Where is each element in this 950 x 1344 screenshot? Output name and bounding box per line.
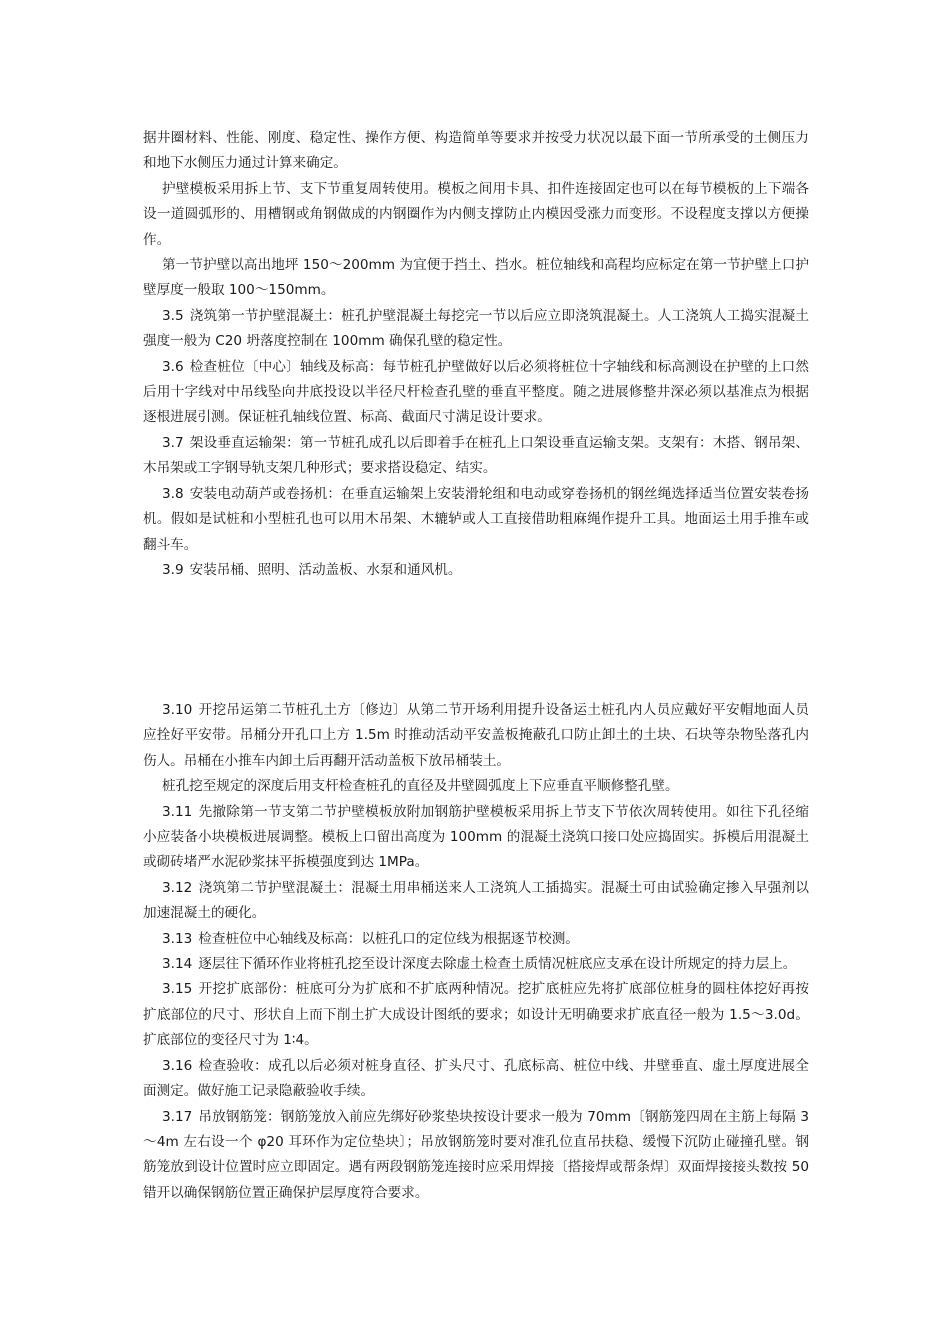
paragraph <box>143 355 809 431</box>
paragraph <box>143 482 809 558</box>
section-number: 3.8 <box>162 485 184 502</box>
paragraph-text: 第一节护壁以高出地坪 150～200mm 为宜便于挡土、挡水。桩位轴线和高程均应标定在第一节护壁上口护壁厚度一般取 100～150mm。 <box>143 257 809 299</box>
paragraph <box>143 698 809 774</box>
paragraph-text: 先撤除第一节支第二节护壁模板放附加钢筋护壁模板采用拆上节支下节依次周转使用。如往下孔径缩小应装备小块模板进展调整。模板上口留出高度为 100mm 的混凝土浇筑口接口处应捣固实。拆模后用混凝土或砌砖堵严水泥砂浆抹平拆模强度到达 1MPa。 <box>143 803 809 871</box>
paragraph <box>143 800 809 876</box>
section-number: 3.9 <box>162 561 184 578</box>
section-number: 3.15 <box>162 981 193 998</box>
paragraph-text: 检查验收：成孔以后必须对桩身直径、扩头尺寸、孔底标高、桩位中线、井壁垂直、虚土厚度进展全面测定。做好施工记录隐蔽验收手续。 <box>143 1057 809 1100</box>
section-number: 3.17 <box>162 1108 193 1125</box>
paragraph-text: 检查桩位中心轴线及标高：以桩孔口的定位线为根据逐节校测。 <box>198 930 579 947</box>
paragraph <box>143 126 809 177</box>
paragraph <box>143 876 809 927</box>
paragraph-text: 安装电动葫芦或卷扬机：在垂直运输架上安装滑轮组和电动或穿卷扬机的钢丝绳选择适当位置安装卷扬机。假如是试桩和小型桩孔也可以用木吊架、木辘轳或人工直接借助粗麻绳作提升工具。地面运土用手推车或翻斗车。 <box>143 485 809 553</box>
document-page <box>143 0 809 1344</box>
paragraph-text: 据井圈材料、性能、刚度、稳定性、操作方便、构造简单等要求并按受力状况以最下面一节所承受的土侧压力和地下水侧压力通过计算来确定。 <box>143 130 809 172</box>
paragraph <box>143 431 809 482</box>
section-number: 3.13 <box>162 930 193 947</box>
text-block-bottom <box>143 698 809 1206</box>
paragraph-text: 吊放钢筋笼：钢筋笼放入前应先绑好砂浆垫块按设计要求一般为 70mm〔钢筋笼四周在主筋上每隔 3～4m 左右设一个 φ20 耳环作为定位垫块〕；吊放钢筋笼时要对准孔位直吊扶稳、缓慢下沉防止碰撞孔壁。钢筋笼放到设计位置时应立即固定。遇有两段钢筋笼连接时应采用焊接〔搭接焊或帮条焊〕双面焊接接头数按 50 错开以确保钢筋位置正确保护层厚度符合要求。 <box>143 1108 809 1201</box>
paragraph <box>143 1105 809 1207</box>
section-number: 3.12 <box>162 879 193 896</box>
paragraph-text: 检查桩位〔中心〕轴线及标高：每节桩孔护壁做好以后必须将桩位十字轴线和标高测设在护壁的上口然后用十字线对中吊线坠向井底投设以半径尺杆检查孔壁的垂直平整度。随之进展修整井深必须以基准点为根据逐根进展引测。保证桩孔轴线位置、标高、截面尺寸满足设计要求。 <box>143 358 809 426</box>
paragraph-text: 逐层往下循环作业将桩孔挖至设计深度去除虚土检查土质情况桩底应支承在设计所规定的持力层上。 <box>198 956 797 973</box>
paragraph <box>143 952 809 977</box>
paragraph <box>143 304 809 355</box>
paragraph-text: 开挖扩底部份：桩底可分为扩底和不扩底两种情况。挖扩底桩应先将扩底部位桩身的圆柱体挖好再按扩底部位的尺寸、形状自上而下削土扩大成设计图纸的要求；如设计无明确要求扩底直径一般为 1.5～3.0d。扩底部位的变径尺寸为 1∶4。 <box>143 981 809 1049</box>
paragraph <box>143 927 809 952</box>
paragraph <box>143 1054 809 1105</box>
paragraph-text: 开挖吊运第二节桩孔土方〔修边〕从第二节开场利用提升设备运土桩孔内人员应戴好平安帽地面人员应拴好平安带。吊桶分开孔口上方 1.5m 时推动活动平安盖板掩蔽孔口防止卸土的土块、石块等杂物坠落孔内伤人。吊桶在小推车内卸土后再翻开活动盖板下放吊桶装土。 <box>143 702 809 769</box>
paragraph-text: 桩孔挖至规定的深度后用支杆检查桩孔的直径及井壁圆弧度上下应垂直平顺修整孔壁。 <box>162 778 679 795</box>
paragraph <box>143 177 809 253</box>
paragraph <box>143 774 809 799</box>
section-number: 3.6 <box>162 358 184 375</box>
paragraph-text: 安装吊桶、照明、活动盖板、水泵和通风机。 <box>189 561 462 578</box>
section-number: 3.11 <box>162 803 193 820</box>
section-number: 3.7 <box>162 434 184 451</box>
paragraph <box>143 977 809 1053</box>
section-number: 3.16 <box>162 1057 193 1074</box>
paragraph-text: 浇筑第一节护壁混凝土：桩孔护壁混凝土每挖完一节以后应立即浇筑混凝土。人工浇筑人工捣实混凝土强度一般为 C20 坍落度控制在 100mm 确保孔壁的稳定性。 <box>143 307 809 350</box>
paragraph-text: 护壁模板采用拆上节、支下节重复周转使用。模板之间用卡具、扣件连接固定也可以在每节模板的上下端各设一道圆弧形的、用槽钢或角钢做成的内钢圈作为内侧支撑防止内模因受涨力而变形。不设程度支撑以方便操作。 <box>143 180 809 248</box>
section-number: 3.5 <box>162 307 184 324</box>
section-number: 3.14 <box>162 956 193 973</box>
paragraph-text: 架设垂直运输架：第一节桩孔成孔以后即着手在桩孔上口架设垂直运输支架。支架有：木搭、钢吊架、木吊架或工字钢导轨支架几种形式；要求搭设稳定、结实。 <box>143 434 809 477</box>
section-number: 3.10 <box>162 702 193 718</box>
paragraph <box>143 253 809 304</box>
paragraph-text: 浇筑第二节护壁混凝土：混凝土用串桶送来人工浇筑人工插捣实。混凝土可由试验确定掺入早强剂以加速混凝土的硬化。 <box>143 879 809 922</box>
paragraph <box>143 558 809 583</box>
text-block-top <box>143 126 809 583</box>
